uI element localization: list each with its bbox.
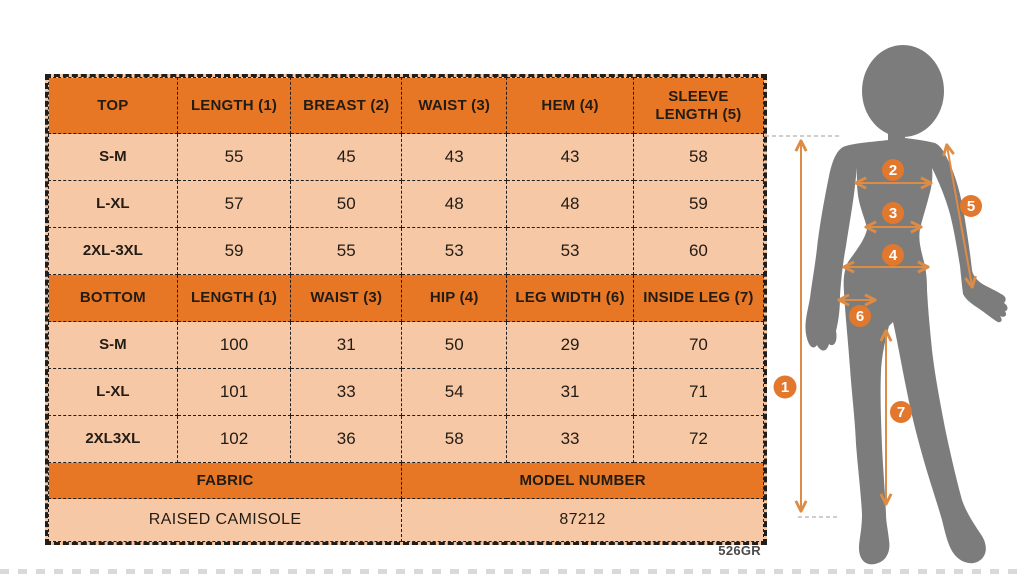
table-row-bottom-2xl3xl: [49, 416, 764, 463]
cell: 57: [177, 181, 291, 228]
cell: 43: [507, 134, 634, 181]
marker-label-4: 4: [888, 247, 898, 264]
cell: 50: [402, 322, 507, 369]
cell: 33: [507, 416, 634, 463]
size-label: S-M: [49, 322, 178, 369]
measurement-figure: [760, 0, 1024, 581]
size-chart: [45, 74, 767, 545]
female-silhouette: [805, 45, 1007, 564]
size-label: L-XL: [49, 369, 178, 416]
column-header-breast: BREAST (2): [291, 78, 402, 134]
marker-label-5: 5: [966, 198, 976, 215]
cell: 72: [633, 416, 763, 463]
cell: 58: [402, 416, 507, 463]
column-header-length: LENGTH (1): [177, 78, 291, 134]
cell: 31: [291, 322, 402, 369]
column-header-leg-width: LEG WIDTH (6): [507, 275, 634, 322]
cell: 53: [507, 228, 634, 275]
table-row-bottom-lxl: [49, 369, 764, 416]
cell: 31: [507, 369, 634, 416]
model-number-value: 87212: [402, 499, 764, 542]
table-row-top-2xl3xl: [49, 228, 764, 275]
cell: 45: [291, 134, 402, 181]
cell: 59: [633, 181, 763, 228]
column-header-sleeve-length: SLEEVE LENGTH (5): [633, 78, 763, 134]
marker-label-6: 6: [855, 308, 865, 325]
cell: 102: [177, 416, 291, 463]
cell: 48: [507, 181, 634, 228]
product-code: 526GR: [718, 543, 761, 558]
table-row-top-sm: [49, 134, 764, 181]
cell: 58: [633, 134, 763, 181]
size-label: 2XL-3XL: [49, 228, 178, 275]
cell: 53: [402, 228, 507, 275]
size-chart-table: [48, 77, 764, 542]
column-header-hem: HEM (4): [507, 78, 634, 134]
top-header-row: [49, 78, 764, 134]
cell: 33: [291, 369, 402, 416]
marker-label-2: 2: [888, 162, 898, 179]
column-header-top: TOP: [49, 78, 178, 134]
column-header-inside-leg: INSIDE LEG (7): [633, 275, 763, 322]
fabric-header: FABRIC: [49, 463, 402, 499]
column-header-bottom: BOTTOM: [49, 275, 178, 322]
silhouette-body: [805, 118, 1007, 564]
marker-label-7: 7: [896, 404, 906, 421]
cell: 54: [402, 369, 507, 416]
cell: 60: [633, 228, 763, 275]
cell: 59: [177, 228, 291, 275]
fabric-model-header-row: [49, 463, 764, 499]
cell: 43: [402, 134, 507, 181]
model-number-header: MODEL NUMBER: [402, 463, 764, 499]
marker-label-1: 1: [780, 379, 790, 396]
table-row-bottom-sm: [49, 322, 764, 369]
column-header-hip: HIP (4): [402, 275, 507, 322]
size-label: L-XL: [49, 181, 178, 228]
size-label: S-M: [49, 134, 178, 181]
cropped-text-strip: [0, 569, 1024, 574]
cell: 55: [177, 134, 291, 181]
cell: 70: [633, 322, 763, 369]
column-header-waist: WAIST (3): [402, 78, 507, 134]
cell: 36: [291, 416, 402, 463]
cell: 71: [633, 369, 763, 416]
bottom-header-row: [49, 275, 764, 322]
cell: 48: [402, 181, 507, 228]
marker-label-3: 3: [888, 205, 898, 222]
cell: 50: [291, 181, 402, 228]
cell: 55: [291, 228, 402, 275]
cell: 29: [507, 322, 634, 369]
measurement-figure-svg: [760, 0, 1024, 581]
column-header-length: LENGTH (1): [177, 275, 291, 322]
fabric-value: RAISED CAMISOLE: [49, 499, 402, 542]
fabric-model-value-row: [49, 499, 764, 542]
table-row-top-lxl: [49, 181, 764, 228]
cell: 101: [177, 369, 291, 416]
size-label: 2XL3XL: [49, 416, 178, 463]
column-header-waist: WAIST (3): [291, 275, 402, 322]
cell: 100: [177, 322, 291, 369]
